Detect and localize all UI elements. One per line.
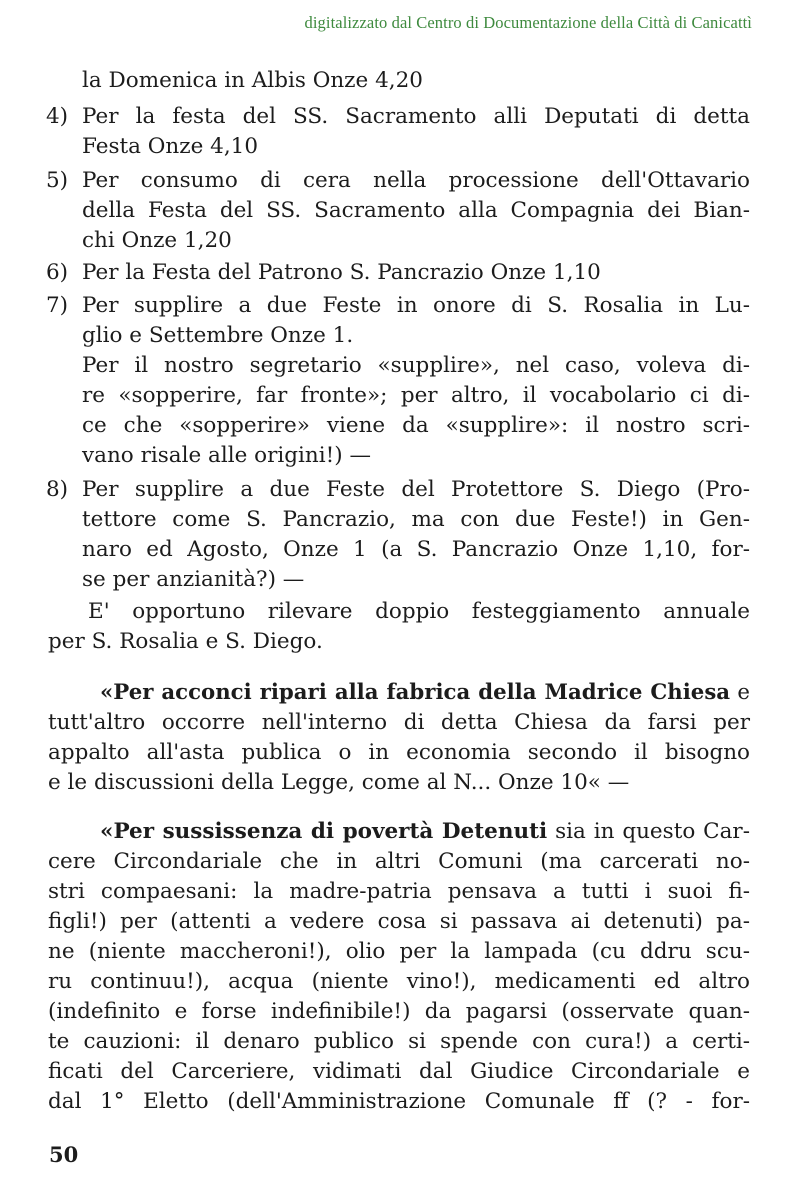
text-span: sia in questo Car-	[547, 819, 750, 844]
text-span: e	[730, 680, 751, 705]
text-line: Per consumo di cera nella processione dell'Ottavario	[82, 168, 750, 193]
text-line: e le discussioni della Legge, come al N... Onze 10« —	[48, 770, 630, 795]
paragraph-first-line	[100, 817, 750, 847]
text-line: per S. Rosalia e S. Diego.	[48, 629, 323, 654]
bold-lead: «Per sussissenza di povertà Detenuti	[100, 819, 548, 844]
digitization-credit: digitalizzato dal Centro di Documentazione della Città di Canicattì	[304, 13, 752, 32]
text-line: Per supplire a due Feste del Protettore S. Diego (Pro-	[82, 477, 750, 502]
text-line: vano risale alle origini!) —	[82, 443, 371, 468]
text-line: (indefinito e forse indefinibile!) da pagarsi (osservate quan-	[48, 999, 750, 1024]
list-number: 5)	[46, 168, 69, 193]
list-number: 7)	[46, 293, 69, 318]
text-line: la Domenica in Albis Onze 4,20	[82, 68, 423, 93]
list-number: 4)	[46, 104, 69, 129]
text-line: naro ed Agosto, Onze 1 (a S. Pancrazio Onze 1,10, for-	[82, 537, 750, 562]
text-line: ne (niente maccheroni!), olio per la lampada (cu ddru scu-	[48, 939, 750, 964]
text-line: Per la Festa del Patrono S. Pancrazio Onze 1,10	[82, 260, 601, 285]
text-line: cere Circondariale che in altri Comuni (ma carcerati no-	[48, 849, 750, 874]
text-line: Per supplire a due Feste in onore di S. Rosalia in Lu-	[82, 293, 750, 318]
text-line: della Festa del SS. Sacramento alla Compagnia dei Bian-	[82, 198, 750, 223]
text-line: E' opportuno rilevare doppio festeggiamento annuale	[88, 599, 750, 624]
text-line: glio e Settembre Onze 1.	[82, 323, 354, 348]
text-line: ficati del Carceriere, vidimati dal Giudice Circondariale e	[48, 1059, 750, 1084]
text-line: se per anzianità?) —	[82, 567, 305, 592]
list-number: 6)	[46, 260, 69, 285]
text-line: chi Onze 1,20	[82, 228, 232, 253]
paragraph-first-line	[100, 678, 750, 708]
text-line: ce che «sopperire» viene da «supplire»: il nostro scri-	[82, 413, 750, 438]
text-line: tettore come S. Pancrazio, ma con due Feste!) in Gen-	[82, 507, 750, 532]
text-line: te cauzioni: il denaro publico si spende con cura!) a certi-	[48, 1029, 750, 1054]
bold-lead: «Per acconci ripari alla fabrica della Madrice Chiesa	[100, 680, 731, 705]
text-line: re «sopperire, far fronte»; per altro, il vocabolario ci di-	[82, 383, 750, 408]
text-line: ru continuu!), acqua (niente vino!), medicamenti ed altro	[48, 969, 750, 994]
text-line: tutt'altro occorre nell'interno di detta Chiesa da farsi per	[48, 710, 750, 735]
text-line: Festa Onze 4,10	[82, 134, 259, 159]
text-line: stri compaesani: la madre-patria pensava a tutti i suoi fi-	[48, 879, 750, 904]
text-line: Per la festa del SS. Sacramento alli Deputati di detta	[82, 104, 750, 129]
page-number: 50	[49, 1142, 79, 1167]
text-line: dal 1° Eletto (dell'Amministrazione Comunale ff (? - for-	[48, 1089, 750, 1114]
text-line: figli!) per (attenti a vedere cosa si passava ai detenuti) pa-	[48, 909, 750, 934]
text-line: appalto all'asta publica o in economia secondo il bisogno	[48, 740, 750, 765]
text-line: Per il nostro segretario «supplire», nel caso, voleva di-	[82, 353, 750, 378]
list-number: 8)	[46, 477, 69, 502]
